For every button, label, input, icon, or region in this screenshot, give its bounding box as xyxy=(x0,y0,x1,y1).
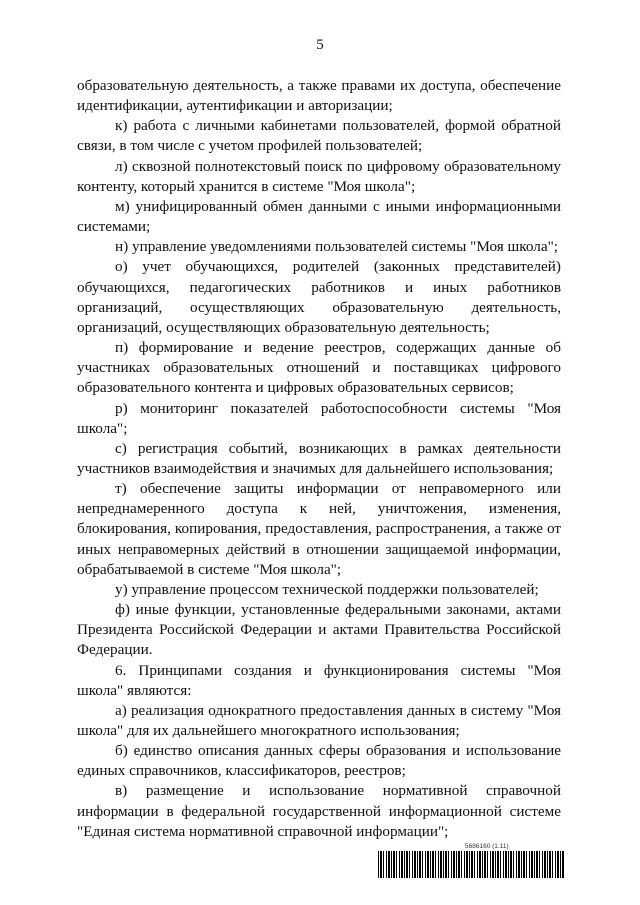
paragraph-item-a: а) реализация однократного предоставления данных в систему "Моя школа" для их дальнейшего многократного использования; xyxy=(77,701,561,739)
paragraph-item-u: у) управление процессом технической поддержки пользователей; xyxy=(115,580,539,598)
paragraph-item-l: л) сквозной полнотекстовый поиск по цифровому образовательному контенту, который хранится в системе "Моя школа"; xyxy=(77,157,561,195)
paragraph-item-o: о) учет обучающихся, родителей (законных представителей) обучающихся, педагогических работников и иных работников организаций, осуществляющих образовательную деятельность, организаций, осуществляющих образовательную деятельность; xyxy=(77,258,561,336)
document-body xyxy=(77,76,561,842)
paragraph-item-m: м) унифицированный обмен данными с иными информационными системами; xyxy=(77,197,561,236)
page-number: 5 xyxy=(316,37,324,53)
paragraph-item-n: н) управление уведомлениями пользователей системы "Моя школа"; xyxy=(115,238,558,256)
paragraph-item-t: т) обеспечение защиты информации от неправомерного или непреднамеренного доступа к ней, уничтожения, изменения, блокирования, копирования, предоставления, распространения, а также от иных неправомерных действий в отношении защищаемой информации, обрабатываемой в системе "Моя школа"; xyxy=(77,480,561,578)
paragraph-continuation: образовательную деятельность, а также правами их доступа, обеспечение идентификации, аутентификации и авторизации; xyxy=(77,77,561,115)
paragraph-item-f: ф) иные функции, установленные федеральными законами, актами Президента Российской Федерации и актами Правительства Российской Федерации. xyxy=(77,601,561,659)
document-code: 5686160 (1.11) xyxy=(465,843,509,850)
paragraph-section-6: 6. Принципами создания и функционирования системы "Моя школа" являются: xyxy=(77,661,561,699)
paragraph-item-v: в) размещение и использование нормативной справочной информации в федеральной государственной информационной системе "Единая система нормативной справочной информации"; xyxy=(77,782,561,840)
paragraph-item-s: с) регистрация событий, возникающих в рамках деятельности участников взаимодействия и значимых для дальнейшего использования; xyxy=(77,439,561,477)
paragraph-item-b: б) единство описания данных сферы образования и использование единых справочников, классификаторов, реестров; xyxy=(77,742,561,780)
paragraph-item-k: к) работа с личными кабинетами пользователей, формой обратной связи, в том числе с учетом профилей пользователей; xyxy=(77,117,561,155)
barcode-icon xyxy=(378,851,564,878)
paragraph-item-r: р) мониторинг показателей работоспособности системы "Моя школа"; xyxy=(77,399,561,437)
paragraph-item-p: п) формирование и ведение реестров, содержащих данные об участниках образовательных отношений и поставщиках цифрового образовательного контента и цифровых образовательных сервисов; xyxy=(77,339,561,397)
